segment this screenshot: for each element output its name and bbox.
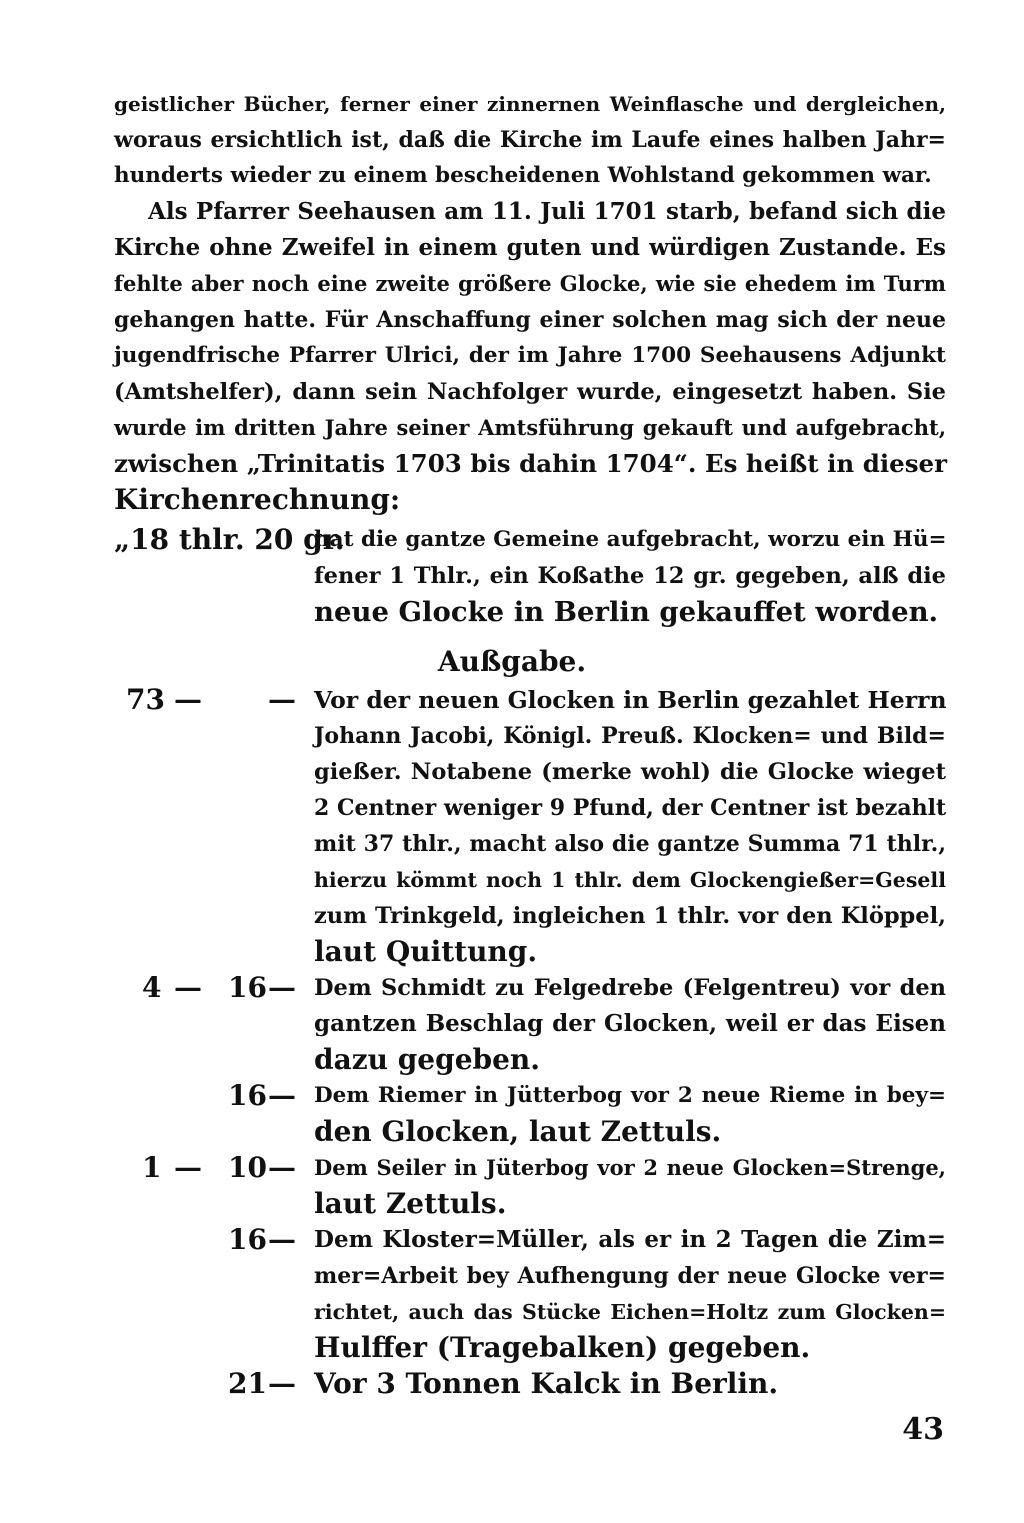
entry-line: Vor 3 Tonnen Kalck in Berlin.: [314, 1367, 779, 1400]
entry-dash: —: [268, 971, 296, 1004]
entry-dash: —: [268, 1079, 296, 1112]
entry-line: Vor der neuen Glocken in Berlin gezahlet Herrn: [314, 686, 947, 714]
entry-gr: 21: [228, 1367, 267, 1400]
quote-line: neue Glocke in Berlin gekauffet worden.: [314, 596, 939, 628]
entry-dash: —: [174, 1151, 202, 1184]
text-line: wurde im dritten Jahre seiner Amtsführung gekauft und aufgebracht,: [114, 415, 946, 440]
entry-line: Dem Schmidt zu Felgedrebe (Felgentreu) vor den: [314, 975, 946, 1001]
entry-thlr: 73: [126, 683, 165, 716]
entry-line: hierzu kömmt noch 1 thlr. dem Glockengießer=Gesell: [314, 868, 946, 892]
text-line: (Amtshelfer), dann sein Nachfolger wurde, eingesetzt haben. Sie: [114, 379, 946, 405]
text-line: Kirchenrechnung:: [114, 483, 401, 516]
entry-dash: —: [268, 1367, 296, 1400]
entry-line: laut Zettuls.: [314, 1187, 507, 1220]
entry-thlr: 4: [142, 971, 162, 1004]
quote-line: fener 1 Thlr., ein Koßathe 12 gr. gegeben, alß die: [314, 563, 946, 589]
entry-line: zum Trinkgeld, ingleichen 1 thlr. vor den Klöppel,: [314, 903, 946, 929]
entry-line: Dem Kloster=Müller, als er in 2 Tagen die Zim=: [314, 1226, 946, 1253]
quote-amount: „18 thlr. 20 gr.: [114, 523, 345, 556]
entry-dash: —: [174, 971, 202, 1004]
text-line: Als Pfarrer Seehausen am 11. Juli 1701 starb, befand sich die: [148, 198, 946, 225]
entry-line: Dem Seiler in Jüterbog vor 2 neue Glocken=Strenge,: [314, 1155, 946, 1180]
text-line: zwischen „Trinitatis 1703 bis dahin 1704“. Es heißt in dieser: [114, 449, 948, 478]
text-line: hunderts wieder zu einem bescheidenen Wohlstand gekommen war.: [114, 163, 932, 188]
text-line: fehlte aber noch eine zweite größere Glocke, wie sie ehedem im Turm: [114, 271, 946, 296]
entry-line: richtet, auch das Stücke Eichen=Holtz zum Glocken=: [314, 1300, 946, 1324]
entry-thlr: 1: [142, 1151, 162, 1184]
text-line: Kirche ohne Zweifel in einem guten und würdigen Zustande. Es: [114, 234, 946, 261]
entry-dash: —: [174, 683, 202, 716]
page-number: 43: [902, 1412, 944, 1447]
entry-gr: 16: [228, 1223, 267, 1256]
text-line: jugendfrische Pfarrer Ulrici, der im Jahre 1700 Seehausens Adjunkt: [114, 343, 946, 368]
entry-line: mit 37 thlr., macht also die gantze Summa 71 thlr.,: [314, 831, 946, 857]
entry-line: gantzen Beschlag der Glocken, weil er das Eisen: [314, 1010, 946, 1037]
entry-line: mer=Arbeit bey Aufhengung der neue Glocke ver=: [314, 1263, 946, 1289]
entry-dash: —: [268, 1151, 296, 1184]
quote-line: hat die gantze Gemeine aufgebracht, worzu ein Hü=: [314, 527, 947, 552]
text-line: woraus ersichtlich ist, daß die Kirche im Laufe eines halben Jahr=: [114, 127, 946, 153]
section-heading: Außgabe.: [437, 645, 587, 678]
entry-gr: 16: [228, 1079, 267, 1112]
entry-line: den Glocken, laut Zettuls.: [314, 1115, 722, 1148]
entry-line: laut Quittung.: [314, 935, 538, 968]
entry-dash: —: [268, 1223, 296, 1256]
entry-line: dazu gegeben.: [314, 1043, 541, 1076]
entry-gr: 16: [228, 971, 267, 1004]
entry-line: 2 Centner weniger 9 Pfund, der Centner ist bezahlt: [314, 795, 947, 821]
entry-line: Hulffer (Tragebalken) gegeben.: [314, 1331, 811, 1364]
entry-gr: 10: [228, 1151, 267, 1184]
entry-line: Dem Riemer in Jütterbog vor 2 neue Rieme in bey=: [314, 1083, 946, 1108]
text-line: geistlicher Bücher, ferner einer zinnernen Weinflasche und dergleichen,: [114, 92, 946, 116]
entry-line: Johann Jacobi, Königl. Preuß. Klocken= und Bild=: [314, 723, 946, 749]
text-line: gehangen hatte. Für Anschaffung einer solchen mag sich der neue: [114, 307, 946, 333]
entry-dash: —: [268, 683, 296, 716]
entry-line: gießer. Notabene (merke wohl) die Glocke wieget: [314, 759, 946, 785]
